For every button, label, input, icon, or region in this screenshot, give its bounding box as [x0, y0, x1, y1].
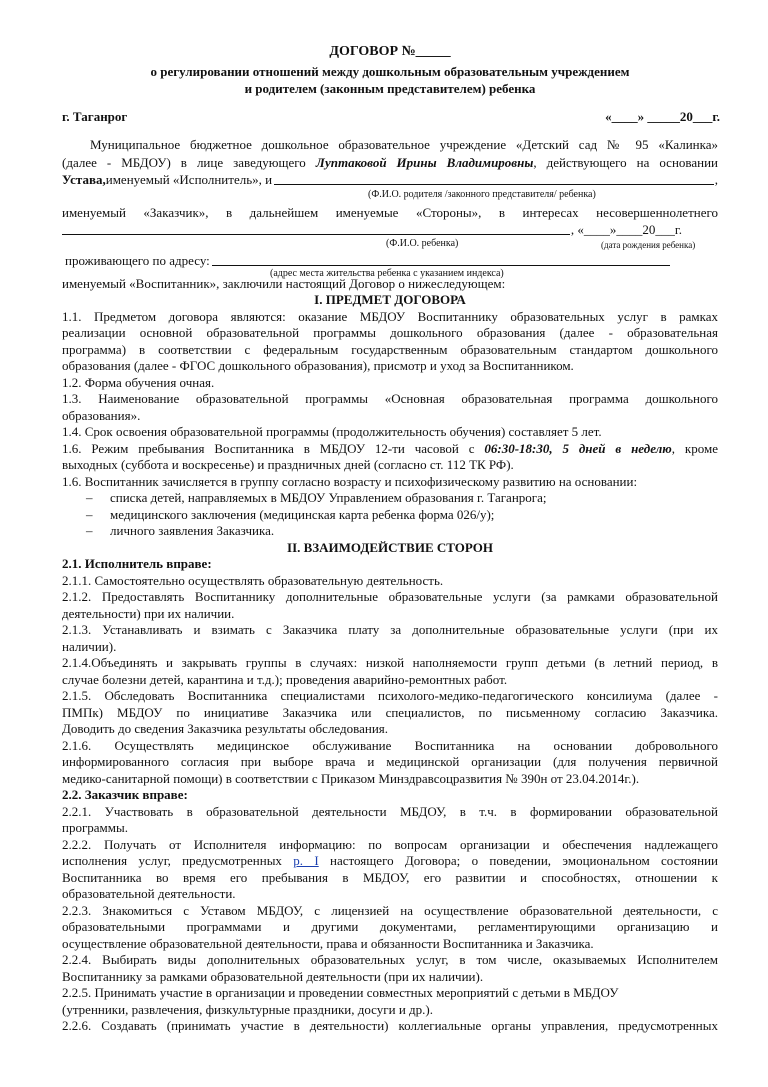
text-segment: настоящего Договора; о поведении, эмоциональном состоянии	[318, 853, 718, 868]
text-segment: образовательной деятельности.	[62, 886, 236, 901]
text-segment: II. ВЗАИМОДЕЙСТВИЕ СТОРОН	[287, 539, 493, 555]
text-line	[62, 573, 718, 590]
text-segment: деятельности) при их наличии.	[62, 605, 235, 621]
text-segment: 2.1.3. Устанавливать и взимать с Заказчика плату за дополнительные образовательные услуги (при их	[62, 622, 718, 637]
text-line	[62, 325, 718, 342]
text-line	[62, 705, 718, 722]
text-line	[62, 754, 718, 771]
text-segment: образовательными программами и другими документами, регламентирующими организацию и	[62, 919, 718, 934]
text-segment: 2.1. Исполнитель вправе:	[62, 556, 212, 571]
text-segment: образования (далее - ФГОС дошкольного образования), присмотр и уход за Воспитанником.	[62, 358, 574, 373]
text-segment: списка детей, направляемых в МБДОУ Управлением образования г. Таганрога;	[110, 490, 547, 505]
section-heading	[62, 540, 718, 557]
text-line	[62, 391, 718, 408]
text-line	[62, 342, 718, 359]
bullet-dash: –	[86, 490, 93, 505]
contract-date: «____» _____20___г.	[605, 109, 720, 124]
intro-text: именуемый «Исполнитель», и	[105, 172, 273, 187]
text-line	[62, 787, 718, 804]
child-name-caption: (Ф.И.О. ребенка)	[386, 238, 459, 249]
intro-line-5	[62, 222, 682, 238]
bullet-dash: –	[86, 506, 93, 522]
text-segment: программа) в соответствии с федеральным государственным образовательным стандартом дошкольного	[62, 341, 718, 357]
text-segment: 1.2. Форма обучения очная.	[62, 374, 215, 390]
text-segment: осуществление образовательной деятельности, права и обязанности Воспитанника и Заказчика.	[62, 935, 594, 951]
list-item	[62, 507, 718, 524]
text-line	[62, 408, 718, 425]
text-segment: медико-санитарной помощи) в соответствии с Приказом Минздравсоцразвития № 390н от 23.04.2014г.).	[62, 770, 640, 786]
text-segment: (утренники, развлечения, физкультурные праздники, досуги и др.).	[62, 1001, 433, 1017]
list-item	[62, 523, 718, 540]
text-line	[62, 457, 718, 474]
text-segment: 2.1.1. Самостоятельно осуществлять образовательную деятельность.	[62, 572, 444, 588]
text-segment: 2.2.3. Знакомиться с Уставом МБДОУ, с лицензией на осуществление образовательной деятельности, с	[62, 902, 718, 918]
intro-line-3	[62, 172, 718, 188]
contract-subtitle-line2: и родителем (законным представителем) ребенка	[244, 81, 536, 96]
city: г. Таганрог	[62, 109, 128, 124]
text-line	[62, 771, 718, 788]
intro-line-7: именуемый «Воспитанник», заключили настоящий Договор о нижеследующем:	[62, 276, 506, 291]
text-segment: 1.1. Предметом договора являются: оказание МБДОУ Воспитаннику образовательных услуг в рамках	[62, 308, 718, 324]
intro-line-6	[65, 253, 671, 269]
text-line	[62, 903, 718, 920]
comma: ,	[714, 172, 718, 187]
text-segment: 2.1.4.Объединять и закрывать группы в случаях: низкой наполняемости групп детьми (в летний период, в	[62, 655, 718, 670]
text-line	[62, 870, 718, 887]
intro-line-4: именуемый «Заказчик», в дальнейшем именуемые «Стороны», в интересах несовершеннолетнего	[62, 205, 718, 220]
birth-date-caption: (дата рождения ребенка)	[601, 240, 696, 250]
address-label: проживающего по адресу:	[65, 253, 210, 268]
text-segment: 1.3. Наименование образовательной программы «Основная образовательная программа дошкольного	[62, 391, 718, 406]
text-segment: 1.6. Воспитанник зачисляется в группу согласно возрасту и психофизическому развитию на основании:	[62, 473, 638, 489]
text-line	[62, 936, 718, 953]
text-line	[62, 358, 718, 375]
intro-line-2	[62, 155, 718, 171]
text-line	[62, 952, 718, 969]
text-line	[62, 969, 718, 986]
text-line	[62, 606, 718, 623]
contract-body	[62, 292, 718, 1035]
text-segment: программы.	[62, 820, 128, 835]
text-segment: информированного согласия при выборе врача и медицинской организации (для получения первичной	[62, 754, 718, 769]
text-line	[62, 919, 718, 936]
text-line	[62, 672, 718, 689]
text-line	[62, 738, 718, 755]
text-segment: 2.2.6. Создавать (принимать участие в деятельности) коллегиальные органы управления, предусмотренных	[62, 1018, 718, 1033]
text-line	[62, 1002, 718, 1019]
text-line	[62, 655, 718, 672]
text-segment: медицинского заключения (медицинская карта ребенка форма 026/у);	[110, 506, 495, 522]
intro-line-1: Муниципальное бюджетное дошкольное образовательное учреждение «Детский сад № 95 «Калинка»	[90, 137, 718, 152]
text-segment: 2.2.1. Участвовать в образовательной деятельности МБДОУ, в т.ч. в формировании образовательной	[62, 803, 718, 819]
text-segment: 2.2.5. Принимать участие в организации и проведении совместных мероприятий с детьми в МБДОУ	[62, 985, 619, 1000]
child-birth-date: , «____»____20___г.	[570, 222, 682, 237]
text-segment: ПМПк) МБДОУ по инициативе Заказчика или специалистов, по письменному согласию Заказчика.	[62, 704, 718, 720]
list-item	[62, 490, 718, 507]
text-segment: I. ПРЕДМЕТ ДОГОВОРА	[314, 292, 466, 307]
text-segment: 2.2. Заказчик вправе:	[62, 787, 188, 802]
text-line	[62, 556, 718, 573]
director-name: Луптаковой Ирины Владимировны	[315, 155, 534, 170]
address-blank[interactable]	[212, 264, 670, 266]
text-segment: 2.1.2. Предоставлять Воспитаннику дополнительные образовательные услуги (за рамками образовательной	[62, 589, 718, 604]
text-segment: Доводить до сведения Заказчика результаты обследования.	[62, 721, 389, 736]
text-segment: 2.2.4. Выбирать виды дополнительных образовательных услуг, в том числе, оказываемых Исполнителем	[62, 952, 718, 967]
text-line	[62, 820, 718, 837]
parent-name-blank[interactable]	[274, 183, 714, 185]
text-segment: , кроме	[671, 440, 718, 456]
contract-title: ДОГОВОР №_____	[329, 44, 451, 59]
text-line	[62, 985, 718, 1002]
text-segment: 1.6. Режим пребывания Воспитанника в МБДОУ 12-ти часовой с	[62, 440, 485, 456]
text-segment: 06:30-18:30, 5 дней в неделю	[484, 440, 672, 456]
text-segment: реализации основной образовательной программы дошкольного образования (далее - образовательная	[62, 325, 718, 340]
intro-text: , действующего на основании	[533, 155, 719, 170]
text-line	[62, 688, 718, 705]
text-line	[62, 1018, 718, 1035]
text-segment: Воспитанника во время его пребывания в МБДОУ, его развитии и способностях, отношении к	[62, 869, 718, 885]
text-line	[62, 589, 718, 606]
text-segment: 2.1.6. Осуществлять медицинское обслуживание Воспитанника на основании добровольного	[62, 737, 718, 753]
text-line	[62, 424, 718, 441]
contract-subtitle-line1: о регулировании отношений между дошкольным образовательным учреждением	[150, 64, 630, 79]
text-segment: наличии).	[62, 638, 117, 654]
text-line	[62, 474, 718, 491]
text-segment: 2.2.2. Получать от Исполнителя информацию: по вопросам организации и обеспечения надлежащего	[62, 836, 718, 852]
text-segment: Воспитаннику за рамками образовательной деятельности (при их наличии).	[62, 968, 484, 984]
text-line	[62, 804, 718, 821]
text-line	[62, 886, 718, 903]
text-line	[62, 622, 718, 639]
parent-name-caption: (Ф.И.О. родителя /законного представителя/ ребенка)	[368, 189, 596, 200]
text-line	[62, 309, 718, 326]
bullet-dash: –	[86, 523, 93, 538]
child-name-blank[interactable]	[62, 233, 570, 235]
intro-text: (далее - МБДОУ) в лице заведующего	[62, 155, 316, 170]
text-segment: 1.4. Срок освоения образовательной программы (продолжительность обучения) составляет 5 лет.	[62, 424, 602, 439]
text-segment: личного заявления Заказчика.	[110, 523, 275, 538]
text-segment: образования».	[62, 407, 141, 423]
text-segment: случае болезни детей, карантина и т.д.); проведения аварийно-ремонтных работ.	[62, 671, 508, 687]
charter-label: Устава,	[62, 172, 106, 187]
text-line	[62, 853, 718, 870]
address-caption: (адрес места жительства ребенка с указанием индекса)	[270, 268, 504, 279]
text-line	[62, 375, 718, 392]
section-link[interactable]: р. I	[293, 853, 319, 868]
text-segment: исполнения услуг, предусмотренных	[62, 853, 294, 868]
section-heading	[62, 292, 718, 309]
text-segment: выходных (суббота и воскресенье) и праздничных дней (согласно ст. 112 ТК РФ).	[62, 457, 514, 472]
text-line	[62, 639, 718, 656]
text-segment: 2.1.5. Обследовать Воспитанника специалистами психолого-медико-педагогического консилиума (далее -	[62, 688, 718, 703]
text-line	[62, 441, 718, 458]
text-line	[62, 721, 718, 738]
text-line	[62, 837, 718, 854]
